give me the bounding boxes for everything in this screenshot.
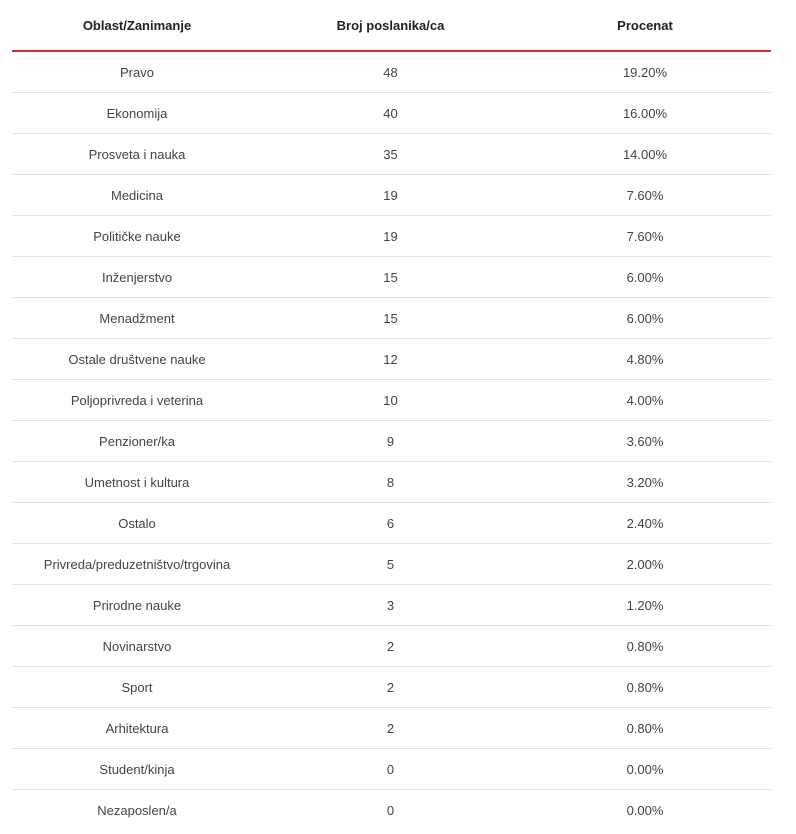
cell-count: 6 (262, 503, 519, 544)
table-row (12, 216, 771, 257)
table-row (12, 421, 771, 462)
cell-occupation: Prosveta i nauka (12, 134, 262, 175)
cell-percent: 0.80% (519, 708, 771, 749)
cell-occupation: Političke nauke (12, 216, 262, 257)
table-row (12, 626, 771, 667)
cell-count: 40 (262, 93, 519, 134)
cell-count: 2 (262, 667, 519, 708)
cell-count: 19 (262, 175, 519, 216)
table-row (12, 708, 771, 749)
column-header-occupation[interactable]: Oblast/Zanimanje (12, 0, 262, 51)
cell-count: 5 (262, 544, 519, 585)
table-row (12, 51, 771, 93)
cell-percent: 6.00% (519, 298, 771, 339)
data-table-container (12, 0, 771, 830)
cell-occupation: Poljoprivreda i veterina (12, 380, 262, 421)
table-row (12, 749, 771, 790)
cell-count: 19 (262, 216, 519, 257)
cell-count: 2 (262, 626, 519, 667)
cell-count: 3 (262, 585, 519, 626)
cell-count: 15 (262, 257, 519, 298)
cell-occupation: Prirodne nauke (12, 585, 262, 626)
cell-percent: 7.60% (519, 216, 771, 257)
cell-count: 10 (262, 380, 519, 421)
table-row (12, 93, 771, 134)
cell-occupation: Penzioner/ka (12, 421, 262, 462)
cell-percent: 3.60% (519, 421, 771, 462)
table-row (12, 544, 771, 585)
column-header-count[interactable]: Broj poslanika/ca (262, 0, 519, 51)
cell-percent: 0.00% (519, 749, 771, 790)
cell-occupation: Umetnost i kultura (12, 462, 262, 503)
cell-occupation: Arhitektura (12, 708, 262, 749)
cell-occupation: Medicina (12, 175, 262, 216)
cell-percent: 6.00% (519, 257, 771, 298)
cell-percent: 16.00% (519, 93, 771, 134)
column-header-percent[interactable]: Procenat (519, 0, 771, 51)
cell-count: 9 (262, 421, 519, 462)
cell-percent: 4.80% (519, 339, 771, 380)
table-header-row (12, 0, 771, 51)
cell-count: 2 (262, 708, 519, 749)
cell-count: 0 (262, 749, 519, 790)
cell-occupation: Novinarstvo (12, 626, 262, 667)
table-row (12, 339, 771, 380)
table-row (12, 298, 771, 339)
cell-percent: 1.20% (519, 585, 771, 626)
cell-count: 8 (262, 462, 519, 503)
table-row (12, 585, 771, 626)
cell-occupation: Privreda/preduzetništvo/trgovina (12, 544, 262, 585)
cell-count: 48 (262, 51, 519, 93)
cell-occupation: Ekonomija (12, 93, 262, 134)
cell-occupation: Sport (12, 667, 262, 708)
cell-occupation: Student/kinja (12, 749, 262, 790)
table-row (12, 503, 771, 544)
cell-percent: 19.20% (519, 51, 771, 93)
cell-percent: 2.00% (519, 544, 771, 585)
cell-percent: 14.00% (519, 134, 771, 175)
cell-occupation: Ostalo (12, 503, 262, 544)
cell-count: 35 (262, 134, 519, 175)
cell-percent: 4.00% (519, 380, 771, 421)
cell-percent: 0.80% (519, 626, 771, 667)
occupation-table (12, 0, 771, 830)
cell-count: 12 (262, 339, 519, 380)
cell-count: 0 (386, 802, 395, 818)
cell-percent: 0.00% (626, 802, 664, 818)
cell-percent: 0.80% (519, 667, 771, 708)
cell-occupation: Nezaposlen/a (97, 802, 177, 818)
cell-occupation: Pravo (12, 51, 262, 93)
cell-occupation: Ostale društvene nauke (12, 339, 262, 380)
table-row (12, 175, 771, 216)
cell-percent: 3.20% (519, 462, 771, 503)
table-row (12, 790, 771, 831)
cell-percent: 2.40% (519, 503, 771, 544)
table-row (12, 462, 771, 503)
table-row (12, 380, 771, 421)
cell-occupation: Menadžment (12, 298, 262, 339)
table-row (12, 134, 771, 175)
table-row (12, 257, 771, 298)
cell-percent: 7.60% (519, 175, 771, 216)
table-row (12, 667, 771, 708)
cell-occupation: Inženjerstvo (12, 257, 262, 298)
cell-count: 15 (262, 298, 519, 339)
